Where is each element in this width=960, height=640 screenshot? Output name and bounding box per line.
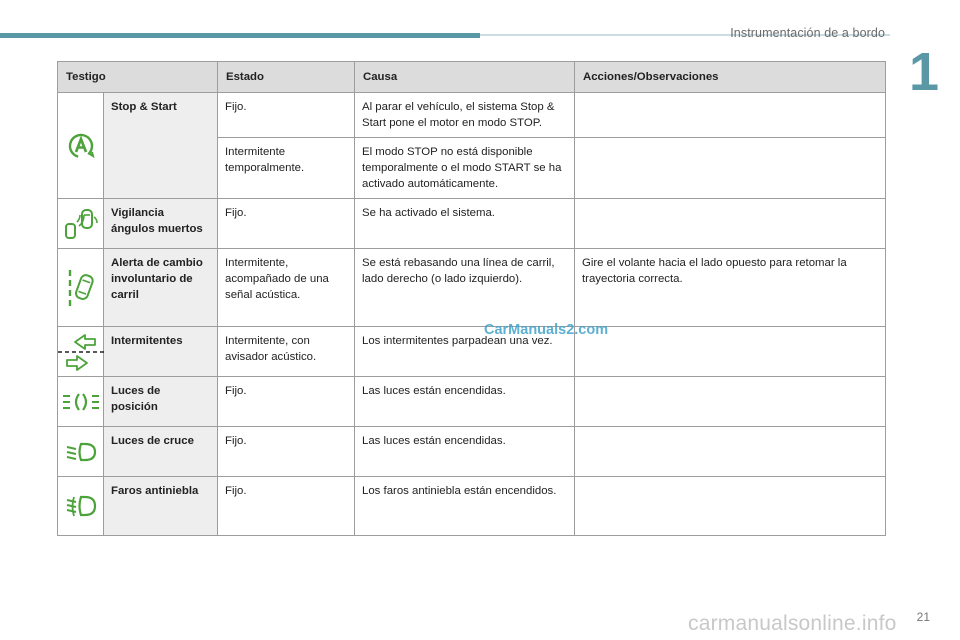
cell-estado: Intermitente, acompañado de una señal acústica. xyxy=(218,249,355,327)
row-name-luces-cruce: Luces de cruce xyxy=(104,427,218,477)
cell-estado: Fijo. xyxy=(218,477,355,536)
cell-causa: Las luces están encendidas. xyxy=(355,377,575,427)
cell-estado: Fijo. xyxy=(218,93,355,138)
cell-causa: Los faros antiniebla están encendidos. xyxy=(355,477,575,536)
header-accent-bar xyxy=(0,33,480,38)
cell-acciones xyxy=(575,477,886,536)
footer-site-watermark: carmanualsonline.info xyxy=(688,612,897,635)
cell-causa: Se está rebasando una línea de carril, lado derecho (o lado izquierdo). xyxy=(355,249,575,327)
row-name-vigilancia: Vigilancia ángulos muertos xyxy=(104,199,218,249)
fog-lights-icon xyxy=(58,477,104,536)
column-header-causa: Causa xyxy=(355,62,575,93)
row-name-luces-posicion: Luces de posición xyxy=(104,377,218,427)
row-name-stop-start: Stop & Start xyxy=(104,93,218,199)
table-row xyxy=(58,93,886,138)
cell-causa: El modo STOP no está disponible temporalmente o el modo START se ha activado automáticamente. xyxy=(355,138,575,199)
table-row xyxy=(58,477,886,536)
cell-acciones xyxy=(575,93,886,138)
table-row xyxy=(58,327,886,377)
warning-lights-table xyxy=(57,61,886,536)
section-title: Instrumentación de a bordo xyxy=(730,26,885,40)
dipped-beam-icon xyxy=(58,427,104,477)
row-name-intermitentes: Intermitentes xyxy=(104,327,218,377)
cell-acciones xyxy=(575,199,886,249)
watermark: CarManuals2.com xyxy=(484,322,609,338)
cell-causa: Las luces están encendidas. xyxy=(355,427,575,477)
row-name-alerta-carril: Alerta de cambio involuntario de carril xyxy=(104,249,218,327)
turn-signals-icon xyxy=(58,327,104,377)
position-lights-icon xyxy=(58,377,104,427)
cell-estado: Intermitente, con avisador acústico. xyxy=(218,327,355,377)
cell-causa: Se ha activado el sistema. xyxy=(355,199,575,249)
table-row xyxy=(58,377,886,427)
cell-estado: Fijo. xyxy=(218,199,355,249)
cell-acciones xyxy=(575,138,886,199)
page-number: 21 xyxy=(916,610,930,624)
table-header-row xyxy=(58,62,886,93)
table-row xyxy=(58,199,886,249)
cell-causa: Al parar el vehículo, el sistema Stop & Start pone el motor en modo STOP. xyxy=(355,93,575,138)
cell-estado: Fijo. xyxy=(218,377,355,427)
stop-start-icon xyxy=(58,93,104,199)
table-row xyxy=(58,427,886,477)
cell-acciones xyxy=(575,377,886,427)
column-header-estado: Estado xyxy=(218,62,355,93)
table-row xyxy=(58,249,886,327)
blind-spot-icon xyxy=(58,199,104,249)
column-header-acciones: Acciones/Observaciones xyxy=(575,62,886,93)
cell-estado: Fijo. xyxy=(218,427,355,477)
cell-estado: Intermitente temporalmente. xyxy=(218,138,355,199)
lane-departure-icon xyxy=(58,249,104,327)
cell-acciones: Gire el volante hacia el lado opuesto para retomar la trayectoria correcta. xyxy=(575,249,886,327)
cell-causa: Los intermitentes parpadean una vez. xyxy=(355,327,575,377)
row-name-faros-antiniebla: Faros antiniebla xyxy=(104,477,218,536)
chapter-number: 1 xyxy=(909,42,940,102)
cell-acciones xyxy=(575,327,886,377)
cell-acciones xyxy=(575,427,886,477)
column-header-testigo: Testigo xyxy=(58,62,218,93)
